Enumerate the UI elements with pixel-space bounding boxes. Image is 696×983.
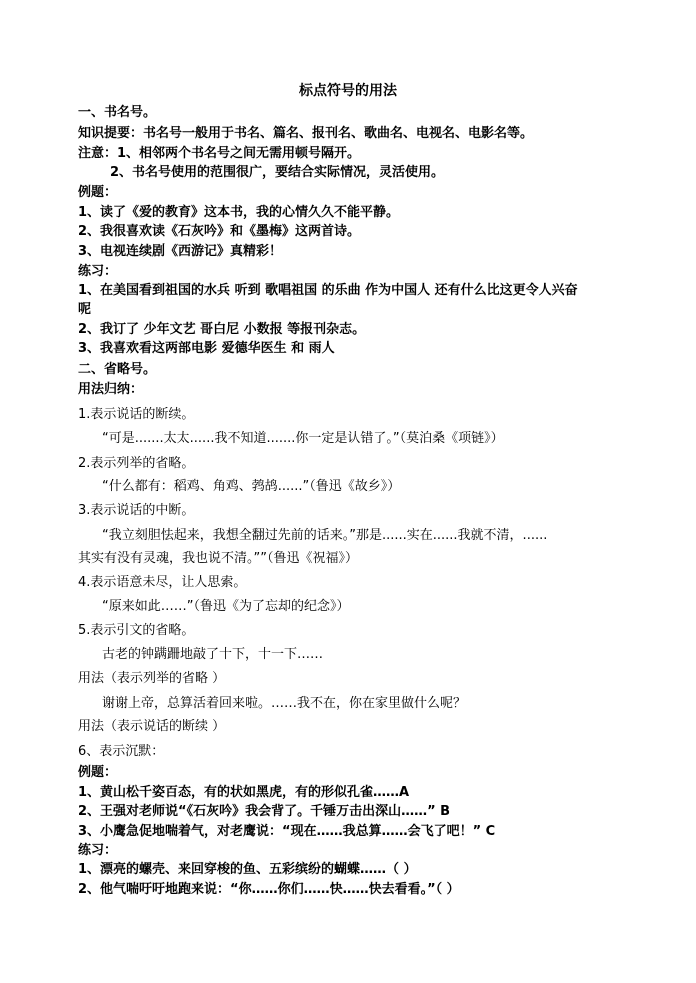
- usage-6: 6、表示沉默：: [78, 744, 165, 759]
- practice-3: 3、我喜欢看这两部电影 爱德华医生 和 雨人: [78, 341, 335, 356]
- usage-label: 用法归纳：: [78, 382, 144, 397]
- usage-3: 3.表示说话的中断。: [78, 503, 195, 518]
- example-2-1: 1、黄山松千姿百态，有的状如黑虎，有的形似孔雀……A: [78, 785, 410, 800]
- section-2-heading: 二、省略号。: [78, 362, 157, 377]
- usage-4-example: “原来如此……”（鲁迅《为了忘却的纪念》）: [102, 599, 350, 614]
- practice-label: 练习：: [78, 264, 118, 279]
- usage-5: 5.表示引文的省略。: [78, 623, 195, 638]
- usage-5-example: 古老的钟蹒跚地敲了十下，十一下……: [102, 647, 324, 662]
- examples-label: 例题：: [78, 185, 118, 200]
- example-2-2: 2、王强对老师说“《石灰吟》我会背了。千锤万击出深山……” B: [78, 804, 451, 819]
- usage-2-example: “什么都有：稻鸡、角鸡、鹁鸪......”（鲁迅《故乡》）: [102, 479, 401, 494]
- practice-1b: 呢: [78, 302, 92, 317]
- page-title: 标点符号的用法: [299, 83, 397, 99]
- usage-a: 用法（表示列举的省略 ）: [78, 671, 226, 686]
- usage-3-example-a: “我立刻胆怯起来，我想全翻过先前的话来。”那是......实在......我就不清，......: [102, 528, 548, 543]
- usage-4: 4.表示语意未尽，让人思索。: [78, 575, 247, 590]
- usage-3-example-b: 其实有没有灵魂，我也说不清。””（鲁迅《祝福》）: [78, 551, 358, 566]
- knowledge-tip: 知识提要：书名号一般用于书名、篇名、报刊名、歌曲名、电视名、电影名等。: [78, 126, 534, 141]
- usage-b: 用法（表示说话的断续 ）: [78, 719, 226, 734]
- examples-2-label: 例题：: [78, 765, 118, 780]
- example-2: 2、我很喜欢读《石灰吟》和《墨梅》这两首诗。: [78, 224, 361, 239]
- usage-1: 1.表示说话的断续。: [78, 407, 195, 422]
- practice-1a: 1、在美国看到祖国的水兵 听到 歌唱祖国 的乐曲 作为中国人 还有什么比这更令人兴奋: [78, 283, 578, 298]
- usage-2: 2.表示列举的省略。: [78, 456, 195, 471]
- practice-2-label: 练习：: [78, 843, 118, 858]
- section-1-heading: 一、书名号。: [78, 105, 157, 120]
- usage-a-example: 谢谢上帝，总算活着回来啦。……我不在，你在家里做什么呢？: [102, 696, 467, 711]
- note-2: 2、书名号使用的范围很广，要结合实际情况，灵活使用。: [110, 165, 445, 180]
- example-1: 1、读了《爱的教育》这本书，我的心情久久不能平静。: [78, 205, 400, 220]
- note-1: 注意：1、相邻两个书名号之间无需用顿号隔开。: [78, 146, 361, 161]
- practice-2-2: 2、他气喘吁吁地跑来说：“你……你们……快……快去看看。”（ ）: [78, 882, 460, 897]
- practice-2: 2、我订了 少年文艺 哥白尼 小数报 等报刊杂志。: [78, 322, 366, 337]
- example-2-3: 3、小鹰急促地喘着气，对老鹰说：“现在……我总算……会飞了吧！” C: [78, 824, 496, 839]
- example-3: 3、电视连续剧《西游记》真精彩！: [78, 244, 283, 259]
- practice-2-1: 1、漂亮的螺壳、来回穿梭的鱼、五彩缤纷的蝴蝶……（ ）: [78, 862, 417, 877]
- usage-1-example: “可是.......太太......我不知道.......你一定是认错了。”（莫泊桑《项链》）: [102, 431, 504, 446]
